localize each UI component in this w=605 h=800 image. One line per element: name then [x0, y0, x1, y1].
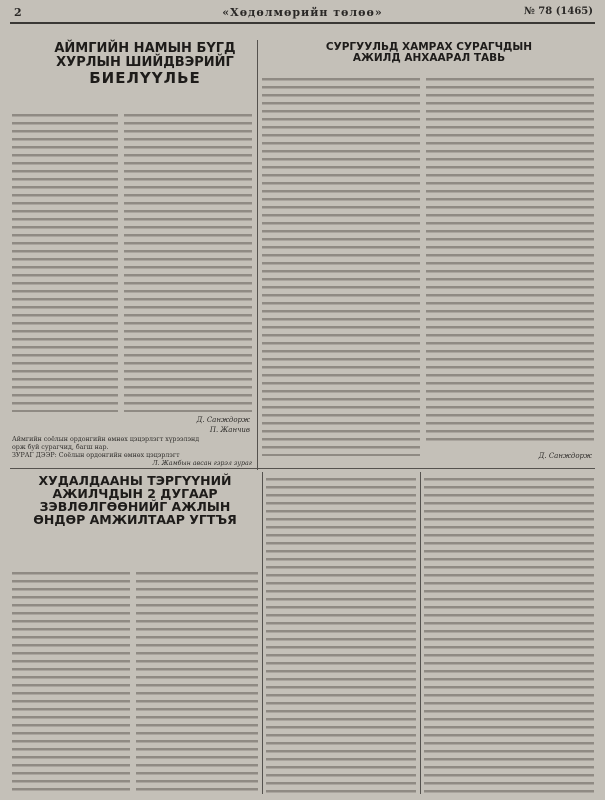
article2-column-2 — [426, 76, 594, 446]
article1-column-2 — [124, 112, 252, 412]
column-divider-1 — [257, 40, 258, 470]
article3-headline-line2: АЖИЛЧДЫН 2 ДУГААР — [52, 486, 218, 502]
article2-headline-line2: АЖИЛД АНХААРАЛ ТАВЬ — [352, 52, 506, 65]
photo-caption — [12, 436, 252, 468]
article3-column-3 — [266, 476, 416, 794]
masthead — [10, 4, 595, 24]
photo-caption-line3: ЗУРАГ ДЭЭР: Соёлын ордонгийн өмнөх цэцэрлэгт — [12, 452, 180, 459]
article1-signature-1: Д. Санждорж — [196, 416, 250, 424]
article2-headline-line1: СУРГУУЛЬД ХАМРАХ СУРАГЧДЫН — [325, 41, 533, 53]
photo-caption-line1: Аймгийн соёлын ордонгийн өмнөх цэцэрлэгт хүрээлэнд — [12, 436, 200, 443]
article3-column-1 — [12, 570, 130, 794]
issue-number: № 78 (1465) — [523, 6, 593, 17]
article1-headline-line3: БИЕЛҮҮЛЬЕ — [89, 69, 201, 88]
photo-caption-line2: орж буй сурагчид, багш нар. — [12, 444, 109, 451]
column-divider-2 — [262, 472, 263, 794]
article2-column-1 — [262, 76, 420, 456]
article1-headline-box — [38, 42, 252, 104]
photo-credit: Л. Жамбын авсан гэрэл зураг — [152, 460, 252, 467]
article3-column-4 — [424, 476, 594, 794]
paper-name: «Хөдөлмөрийн төлөө» — [222, 6, 383, 19]
article1-column-1 — [12, 112, 118, 412]
article2-headline-box — [262, 42, 596, 72]
article3-column-2 — [136, 570, 258, 794]
article3-headline-line4: ӨНДӨР АМЖИЛТААР УГТЪЯ — [33, 512, 237, 528]
article3-headline-line3: ЗЭВЛӨЛГӨӨНИЙГ АЖЛЫН — [39, 499, 231, 515]
section-divider — [10, 468, 595, 469]
column-divider-3 — [420, 472, 421, 794]
article1-headline-line1: АЙМГИЙН НАМЫН БҮГД — [54, 41, 236, 56]
article2-signature: Д. Санждорж — [538, 452, 592, 460]
article3-headline-line1: ХУДАЛДААНЫ ТЭРГҮҮНИЙ — [38, 473, 232, 488]
page-number: 2 — [14, 6, 22, 19]
article1-headline-line2: ХУРЛЫН ШИЙДВЭРИЙГ — [56, 54, 234, 70]
article3-headline-box — [12, 474, 258, 564]
article1-signature-2: П. Жанчив — [209, 426, 250, 434]
